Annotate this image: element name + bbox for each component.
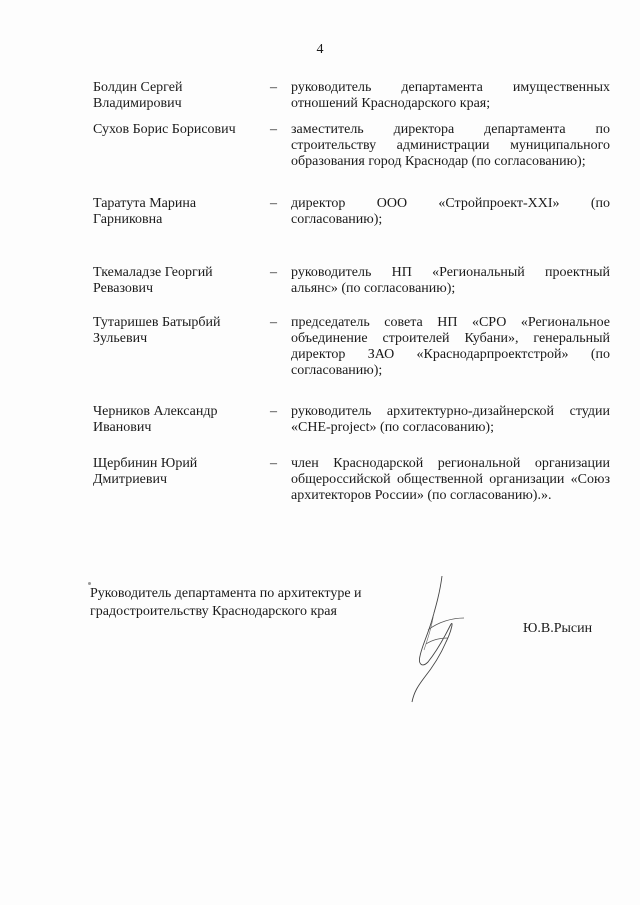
member-dash: – bbox=[270, 265, 277, 280]
page-number: 4 bbox=[316, 42, 324, 57]
member-dash: – bbox=[270, 456, 277, 471]
member-dash: – bbox=[270, 80, 277, 95]
handwritten-signature bbox=[392, 572, 482, 707]
member-name: Тутаришев Батырбий Зульевич bbox=[93, 315, 221, 346]
member-dash: – bbox=[270, 315, 277, 330]
member-name: Ткемаладзе Георгий Ревазович bbox=[93, 265, 213, 296]
member-role: руководитель архитектурно-дизайнерской студии «CHE-project» (по согласованию); bbox=[291, 404, 610, 435]
member-dash: – bbox=[270, 196, 277, 211]
member-name: Таратута Марина Гарниковна bbox=[93, 196, 197, 227]
member-name: Болдин Сергей Владимирович bbox=[93, 80, 183, 111]
signatory-position: Руководитель департамента по архитектуре и градостроительству Краснодарского края bbox=[90, 586, 362, 619]
member-role: руководитель НП «Региональный проектный альянс» (по согласованию); bbox=[291, 265, 610, 296]
member-role: руководитель департамента имущественных отношений Краснодарского края; bbox=[291, 80, 610, 111]
member-role: заместитель директора департамента по строительству администрации муниципального образования город Краснодар (по согласованию); bbox=[291, 122, 610, 169]
member-role: председатель совета НП «СРО «Региональное объединение строителей Кубани», генеральный директор ЗАО «Краснодарпроектстрой» (по согласованию); bbox=[291, 315, 610, 378]
member-name: Черников Александр Иванович bbox=[93, 404, 218, 435]
signatory-name: Ю.В.Рысин bbox=[523, 621, 593, 636]
member-name: Сухов Борис Борисович bbox=[93, 122, 236, 137]
member-name: Щербинин Юрий Дмитриевич bbox=[93, 456, 198, 487]
member-dash: – bbox=[270, 404, 277, 419]
member-role: член Краснодарской региональной организации общероссийской общественной организации «Союз архитекторов России» (по согласованию).». bbox=[291, 456, 610, 503]
member-role: директор ООО «Стройпроект-XXI» (по согласованию); bbox=[291, 196, 610, 227]
member-dash: – bbox=[270, 122, 277, 137]
